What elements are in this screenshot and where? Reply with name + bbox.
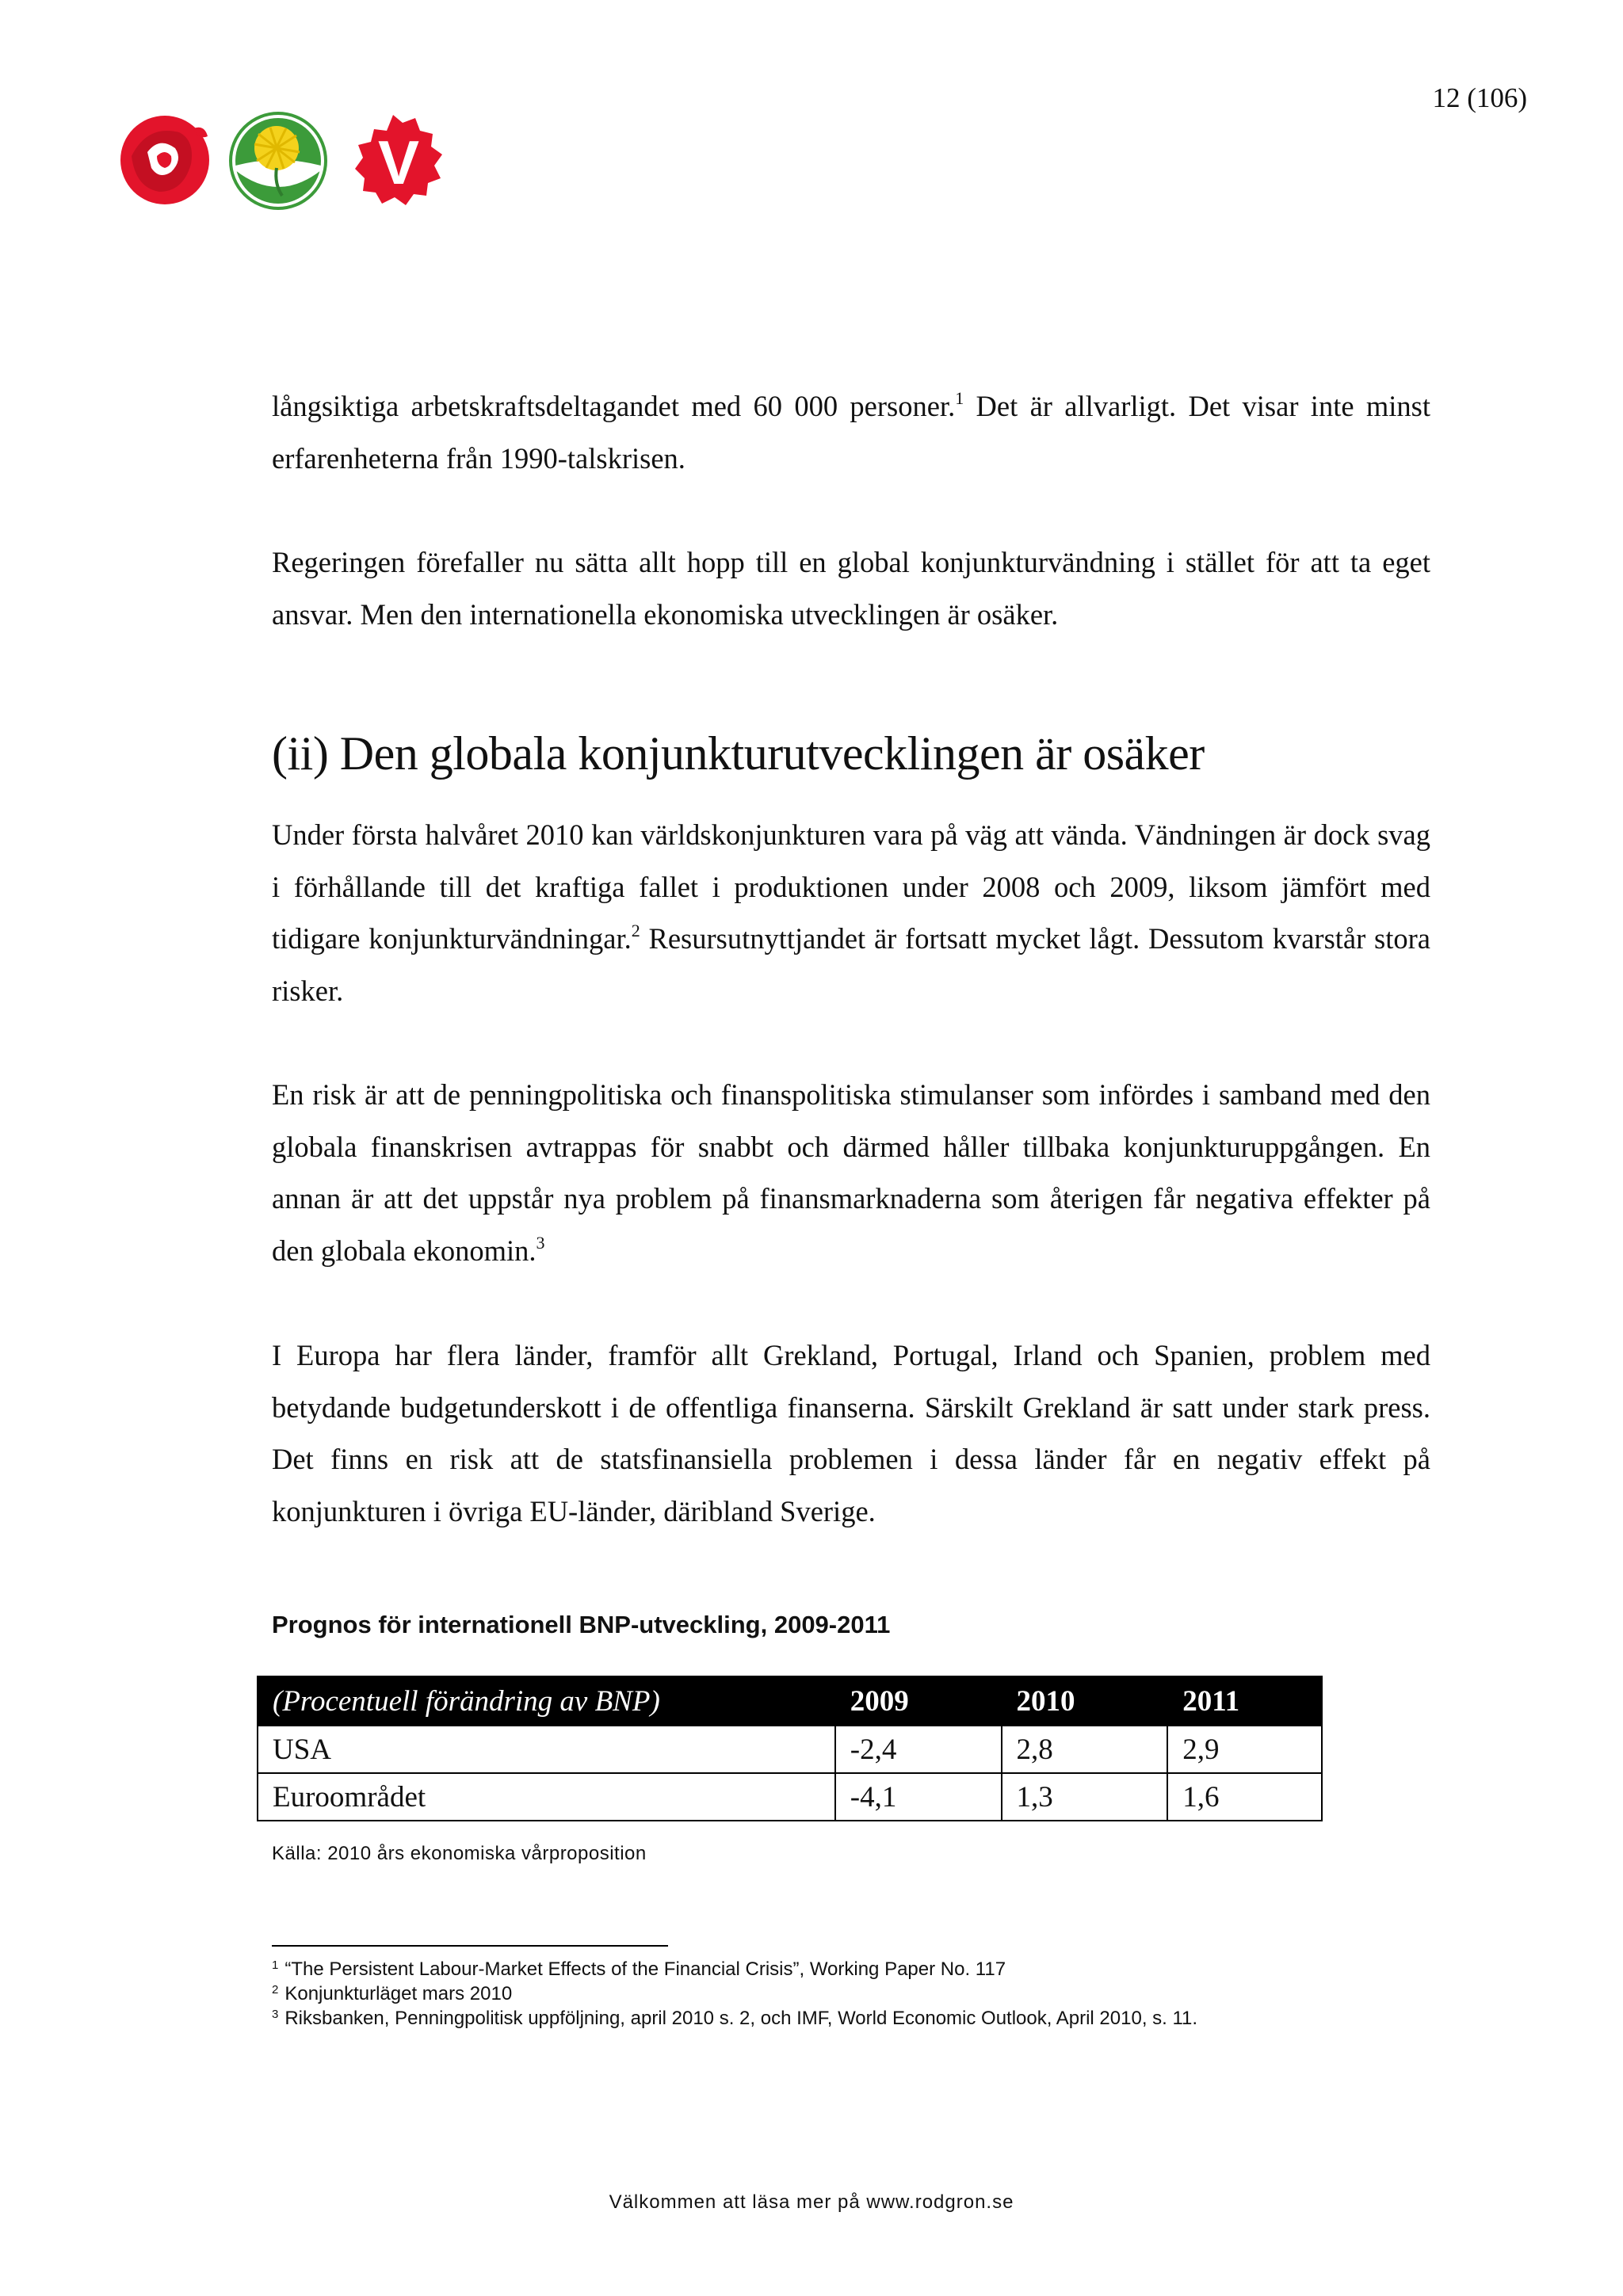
footnote-ref-1[interactable]: 1 (955, 388, 964, 408)
page-footer: Välkommen att läsa mer på www.rodgron.se (609, 2191, 1014, 2213)
paragraph-government: Regeringen förefaller nu sätta allt hopp till en global konjunkturvändning i stället för att ta eget ansvar. Men den internationella ekonomiska utvecklingen är osäker. (272, 546, 1430, 631)
table-header-2010: 2010 (1002, 1676, 1168, 1726)
table-header-2009: 2009 (835, 1676, 1002, 1726)
left-party-letter: V (377, 128, 420, 197)
table-row (258, 1726, 1322, 1773)
footnote-2: $^2$ Konjunkturläget mars 2010 (272, 1983, 513, 2004)
paragraph-world-economy: Under första halvåret 2010 kan världskonjunkturen vara på väg att vända. Vändningen är dock svag i förhållande till det kraftiga fallet i produktionen under 2008 och 2009, liksom jämfört med tidigare konjunkturvändningar.$^2$ Resursutnyttjandet är fortsatt mycket lågt. Dessutom kvarstår stora risker. (272, 818, 1430, 1007)
table-cell-value: 1,3 (1002, 1773, 1168, 1821)
section-title: (ii) Den globala konjunkturutvecklingen är osäker (272, 727, 1205, 780)
table-cell-value: -4,1 (835, 1773, 1002, 1821)
table-row (258, 1773, 1322, 1821)
footnote-1: $^1$ “The Persistent Labour-Market Effects of the Financial Crisis”, Working Paper No. 117 (272, 1958, 1006, 1980)
paragraph-europe: I Europa har flera länder, framför allt Grekland, Portugal, Irland och Spanien, problem med betydande budgetunderskott i de offentliga finanserna. Särskilt Grekland är satt under stark press. Det finns en risk att de statsfinansiella problemen i dessa länder får en negativ effekt på konjunkturen i övriga EU-länder, däribland Sverige. (272, 1339, 1430, 1527)
table-title: Prognos för internationell BNP-utveckling, 2009-2011 (272, 1611, 891, 1638)
footnote-ref-2[interactable]: 2 (631, 921, 640, 940)
gdp-forecast-table (257, 1676, 1323, 1821)
green-party-dandelion-logo (231, 113, 326, 208)
table-cell-value: 2,9 (1167, 1726, 1322, 1773)
table-source: Källa: 2010 års ekonomiska vårproposition (272, 1843, 647, 1864)
page-number: 12 (106) (1432, 82, 1527, 113)
table-cell-value: 2,8 (1002, 1726, 1168, 1773)
table-header-row (258, 1676, 1322, 1726)
footnote-3: $^3$ Riksbanken, Penningpolitisk uppföljning, april 2010 s. 2, och IMF, World Economic Outlook, April 2010, s. 11. (272, 2008, 1198, 2029)
paragraph-continuation: långsiktiga arbetskraftsdeltagandet med 60 000 personer.$^1$ Det är allvarligt. Det visar inte minst erfarenheterna från 1990-talskrisen. (272, 388, 1430, 475)
table-header-2011: 2011 (1167, 1676, 1322, 1726)
social-democrats-rose-logo (120, 116, 209, 204)
table-cell-value: 1,6 (1167, 1773, 1322, 1821)
footnotes (272, 1957, 1197, 2031)
paragraph-risk: En risk är att de penningpolitiska och finanspolitiska stimulanser som infördes i samband med den globala finanskrisen avtrappas för snabbt och därmed håller tillbaka konjunkturuppgången. En annan är att det uppstår nya problem på finansmarknaderna som återigen får negativa effekter på den globala ekonomin.$^3$ (272, 1078, 1430, 1267)
table-header-unit: (Procentuell förändring av BNP) (258, 1676, 835, 1726)
party-logos (116, 109, 449, 212)
table-cell-value: -2,4 (835, 1726, 1002, 1773)
table-cell-region: Euroområdet (258, 1773, 835, 1821)
footnote-ref-3[interactable]: 3 (536, 1232, 545, 1253)
table-cell-region: USA (258, 1726, 835, 1773)
footnote-divider (272, 1945, 668, 1947)
